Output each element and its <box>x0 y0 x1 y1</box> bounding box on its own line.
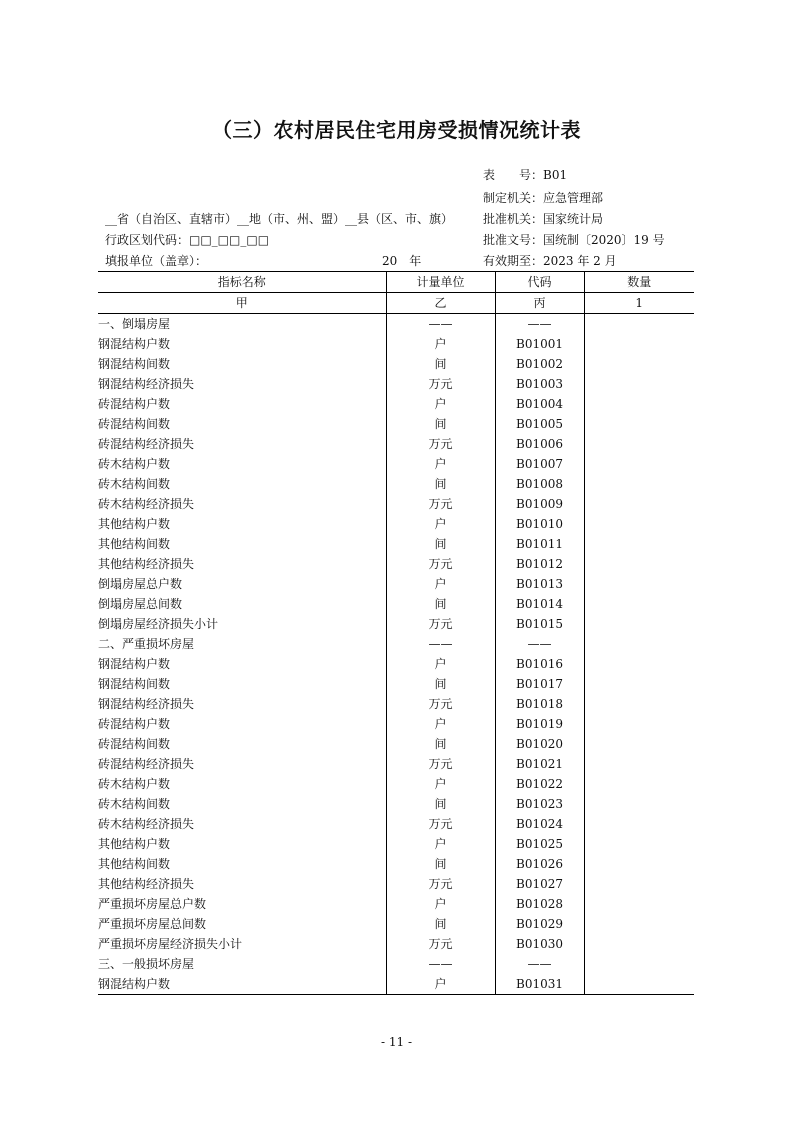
code-cell: B01002 <box>495 354 584 374</box>
indicator-name: 钢混结构间数 <box>98 356 171 371</box>
indicator-name: 严重损坏房屋总户数 <box>98 896 207 911</box>
subheader-b: 乙 <box>386 293 495 314</box>
code-cell: B01009 <box>495 494 584 514</box>
header-unit: 计量单位 <box>386 272 495 293</box>
quantity-cell <box>584 394 694 414</box>
indicator-name: 砖木结构经济损失 <box>98 816 195 831</box>
quantity-cell <box>584 494 694 514</box>
unit-cell: 间 <box>386 854 495 874</box>
code-cell: B01019 <box>495 714 584 734</box>
approving-authority: 批准机关：国家统计局 <box>483 212 604 226</box>
unit-cell: 户 <box>386 394 495 414</box>
table-row <box>98 894 694 914</box>
indicator-name: 砖混结构间数 <box>98 416 171 431</box>
unit-cell: 万元 <box>386 934 495 954</box>
report-year: 20 年 <box>382 254 422 268</box>
unit-cell: 万元 <box>386 614 495 634</box>
quantity-cell <box>584 714 694 734</box>
indicator-name: 倒塌房屋总户数 <box>98 576 183 591</box>
table-row <box>98 454 694 474</box>
quantity-cell <box>584 834 694 854</box>
quantity-cell <box>584 434 694 454</box>
unit-cell: —— <box>386 954 495 974</box>
code-cell: B01004 <box>495 394 584 414</box>
indicator-name: 倒塌房屋总间数 <box>98 596 183 611</box>
unit-cell: 户 <box>386 454 495 474</box>
indicator-name: 严重损坏房屋总间数 <box>98 916 207 931</box>
indicator-name: 砖木结构经济损失 <box>98 496 195 511</box>
indicator-name: 砖木结构间数 <box>98 476 171 491</box>
code-cell: B01020 <box>495 734 584 754</box>
unit-cell: 万元 <box>386 554 495 574</box>
code-cell: B01026 <box>495 854 584 874</box>
unit-cell: 户 <box>386 514 495 534</box>
indicator-name: 砖木结构户数 <box>98 456 171 471</box>
code-cell: —— <box>495 954 584 974</box>
indicator-name: 砖木结构间数 <box>98 796 171 811</box>
code-cell: B01029 <box>495 914 584 934</box>
code-cell: B01003 <box>495 374 584 394</box>
table-header-row <box>98 272 694 293</box>
form-number: 表 号：B01 <box>483 168 568 182</box>
table-row <box>98 614 694 634</box>
unit-cell: 万元 <box>386 494 495 514</box>
code-cell: B01007 <box>495 454 584 474</box>
section-row <box>98 954 694 974</box>
quantity-cell <box>584 694 694 714</box>
unit-cell: 间 <box>386 674 495 694</box>
table-row <box>98 354 694 374</box>
table-row <box>98 414 694 434</box>
unit-cell: 间 <box>386 414 495 434</box>
header-quantity: 数量 <box>584 272 694 293</box>
table-row <box>98 794 694 814</box>
unit-cell: 户 <box>386 654 495 674</box>
table-row <box>98 534 694 554</box>
header-indicator-name: 指标名称 <box>98 272 386 293</box>
table-row <box>98 754 694 774</box>
quantity-cell <box>584 454 694 474</box>
code-cell: B01022 <box>495 774 584 794</box>
table-row <box>98 974 694 995</box>
table-row <box>98 574 694 594</box>
code-cell: B01014 <box>495 594 584 614</box>
code-cell: B01012 <box>495 554 584 574</box>
quantity-cell <box>584 974 694 995</box>
quantity-cell <box>584 754 694 774</box>
indicator-name: 三、一般损坏房屋 <box>98 956 195 971</box>
region-line: __省（自治区、直辖市）__地（市、州、盟）__县（区、市、旗） <box>105 212 454 226</box>
unit-cell: 间 <box>386 594 495 614</box>
indicator-name: 砖混结构经济损失 <box>98 756 195 771</box>
table-row <box>98 594 694 614</box>
quantity-cell <box>584 874 694 894</box>
quantity-cell <box>584 774 694 794</box>
unit-cell: 万元 <box>386 374 495 394</box>
unit-cell: 户 <box>386 894 495 914</box>
quantity-cell <box>584 894 694 914</box>
unit-cell: 户 <box>386 774 495 794</box>
quantity-cell <box>584 954 694 974</box>
indicator-name: 砖混结构经济损失 <box>98 436 195 451</box>
code-cell: B01013 <box>495 574 584 594</box>
section-row <box>98 634 694 654</box>
code-cell: B01030 <box>495 934 584 954</box>
code-cell: B01006 <box>495 434 584 454</box>
unit-cell: 万元 <box>386 754 495 774</box>
unit-cell: 户 <box>386 334 495 354</box>
unit-cell: 间 <box>386 474 495 494</box>
table-row <box>98 334 694 354</box>
quantity-cell <box>584 814 694 834</box>
code-cell: B01031 <box>495 974 584 995</box>
table-row <box>98 674 694 694</box>
quantity-cell <box>584 514 694 534</box>
quantity-cell <box>584 914 694 934</box>
quantity-cell <box>584 794 694 814</box>
code-cell: B01018 <box>495 694 584 714</box>
subheader-a: 甲 <box>98 293 386 314</box>
table-row <box>98 494 694 514</box>
statistics-table <box>98 271 694 995</box>
code-cell: B01024 <box>495 814 584 834</box>
code-cell: B01010 <box>495 514 584 534</box>
quantity-cell <box>584 934 694 954</box>
quantity-cell <box>584 334 694 354</box>
indicator-name: 砖混结构间数 <box>98 736 171 751</box>
subheader-c: 丙 <box>495 293 584 314</box>
code-cell: B01027 <box>495 874 584 894</box>
indicator-name: 严重损坏房屋经济损失小计 <box>98 936 243 951</box>
code-cell: B01028 <box>495 894 584 914</box>
unit-cell: 万元 <box>386 694 495 714</box>
unit-cell: 间 <box>386 734 495 754</box>
quantity-cell <box>584 354 694 374</box>
quantity-cell <box>584 614 694 634</box>
indicator-name: 其他结构间数 <box>98 536 171 551</box>
indicator-name: 其他结构经济损失 <box>98 876 195 891</box>
table-row <box>98 714 694 734</box>
code-cell: —— <box>495 634 584 654</box>
table-row <box>98 834 694 854</box>
table-row <box>98 874 694 894</box>
indicator-name: 钢混结构经济损失 <box>98 696 195 711</box>
quantity-cell <box>584 634 694 654</box>
code-cell: B01025 <box>495 834 584 854</box>
table-row <box>98 694 694 714</box>
indicator-name: 钢混结构户数 <box>98 336 171 351</box>
quantity-cell <box>584 474 694 494</box>
quantity-cell <box>584 594 694 614</box>
unit-cell: 户 <box>386 974 495 995</box>
code-cell: B01008 <box>495 474 584 494</box>
quantity-cell <box>584 374 694 394</box>
unit-cell: 间 <box>386 794 495 814</box>
quantity-cell <box>584 534 694 554</box>
code-cell: B01016 <box>495 654 584 674</box>
page-number: - 11 - <box>380 1035 412 1049</box>
unit-cell: 间 <box>386 914 495 934</box>
table-row <box>98 514 694 534</box>
table-row <box>98 374 694 394</box>
indicator-name: 钢混结构经济损失 <box>98 376 195 391</box>
issuing-authority: 制定机关：应急管理部 <box>483 191 604 205</box>
unit-cell: 户 <box>386 574 495 594</box>
table-body <box>98 314 694 995</box>
indicator-name: 钢混结构户数 <box>98 656 171 671</box>
code-cell: —— <box>495 314 584 335</box>
unit-cell: 万元 <box>386 874 495 894</box>
unit-cell: 户 <box>386 714 495 734</box>
section-row <box>98 314 694 335</box>
quantity-cell <box>584 674 694 694</box>
indicator-name: 砖木结构户数 <box>98 776 171 791</box>
indicator-name: 钢混结构间数 <box>98 676 171 691</box>
unit-cell: —— <box>386 314 495 335</box>
code-cell: B01011 <box>495 534 584 554</box>
quantity-cell <box>584 414 694 434</box>
indicator-name: 二、严重损坏房屋 <box>98 636 195 651</box>
table-row <box>98 734 694 754</box>
subheader-d: 1 <box>584 293 694 314</box>
quantity-cell <box>584 654 694 674</box>
table-row <box>98 554 694 574</box>
indicator-name: 一、倒塌房屋 <box>98 316 171 331</box>
code-cell: B01017 <box>495 674 584 694</box>
unit-cell: 间 <box>386 354 495 374</box>
approval-document-number: 批准文号：国统制〔2020〕19 号 <box>483 233 665 247</box>
indicator-name: 砖混结构户数 <box>98 396 171 411</box>
indicator-name: 其他结构间数 <box>98 856 171 871</box>
table-row <box>98 914 694 934</box>
code-cell: B01005 <box>495 414 584 434</box>
unit-cell: 户 <box>386 834 495 854</box>
indicator-name: 砖混结构户数 <box>98 716 171 731</box>
code-cell: B01023 <box>495 794 584 814</box>
table-row <box>98 774 694 794</box>
unit-cell: 万元 <box>386 814 495 834</box>
code-cell: B01021 <box>495 754 584 774</box>
indicator-name: 倒塌房屋经济损失小计 <box>98 616 219 631</box>
table-row <box>98 854 694 874</box>
admin-code-line: 行政区划代码：□□_□□_□□ <box>105 233 270 247</box>
quantity-cell <box>584 854 694 874</box>
table-subheader-row <box>98 293 694 314</box>
indicator-name: 其他结构经济损失 <box>98 556 195 571</box>
indicator-name: 其他结构户数 <box>98 836 171 851</box>
indicator-name: 钢混结构户数 <box>98 974 386 995</box>
table-row <box>98 474 694 494</box>
table-row <box>98 394 694 414</box>
table-row <box>98 654 694 674</box>
table-row <box>98 814 694 834</box>
code-cell: B01001 <box>495 334 584 354</box>
code-cell: B01015 <box>495 614 584 634</box>
header-code: 代码 <box>495 272 584 293</box>
quantity-cell <box>584 574 694 594</box>
validity-date: 有效期至：2023 年 2 月 <box>483 254 617 268</box>
table-row <box>98 434 694 454</box>
quantity-cell <box>584 314 694 335</box>
reporting-unit-line: 填报单位（盖章）： <box>105 254 208 268</box>
unit-cell: —— <box>386 634 495 654</box>
indicator-name: 其他结构户数 <box>98 516 171 531</box>
quantity-cell <box>584 554 694 574</box>
unit-cell: 万元 <box>386 434 495 454</box>
table-row <box>98 934 694 954</box>
unit-cell: 间 <box>386 534 495 554</box>
document-title: （三）农村居民住宅用房受损情况统计表 <box>212 118 581 142</box>
quantity-cell <box>584 734 694 754</box>
